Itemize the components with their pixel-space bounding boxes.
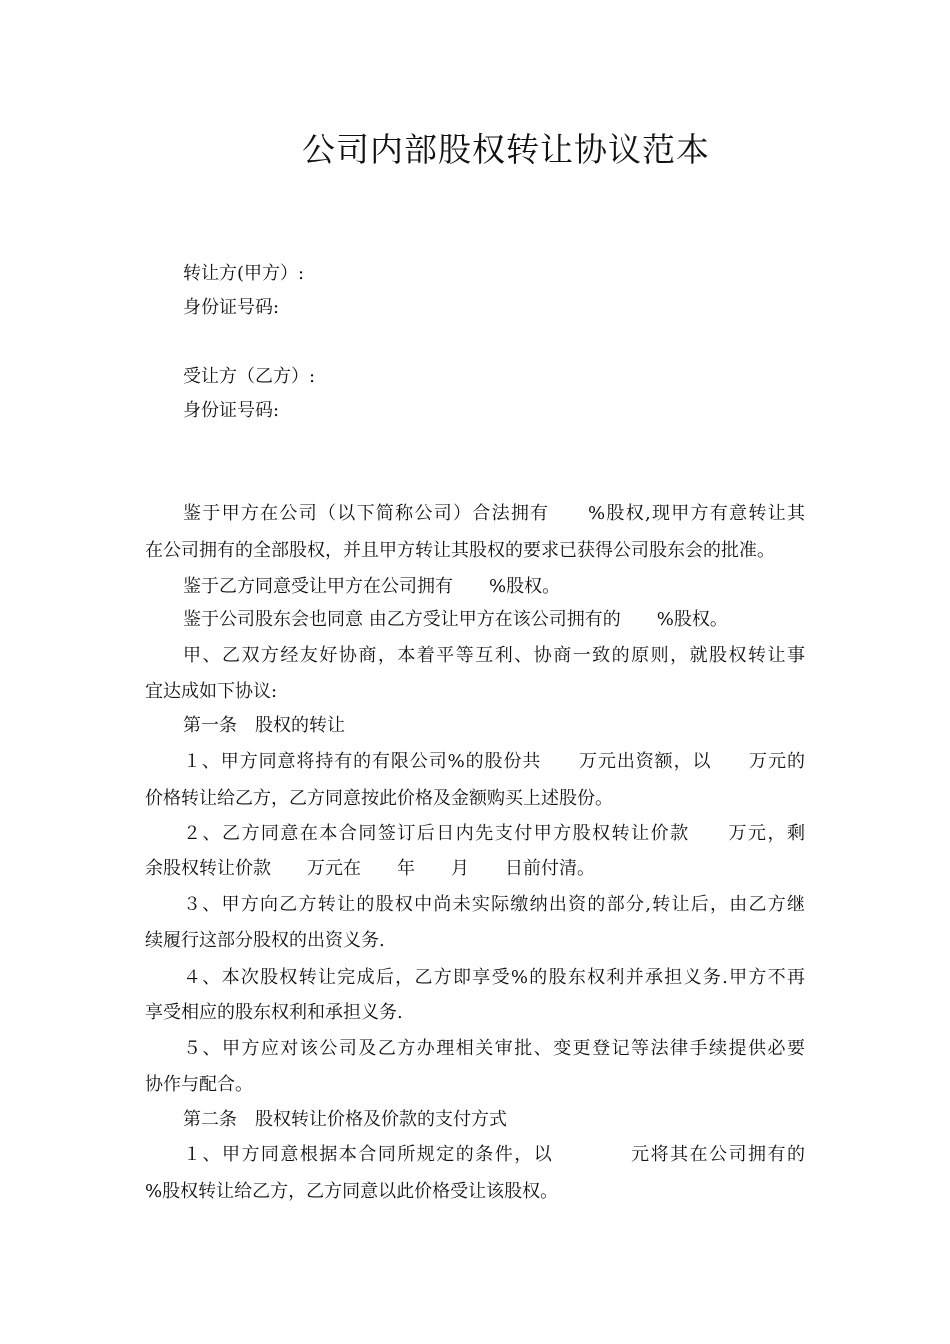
recital-4-line-2: 宜达成如下协议: bbox=[145, 681, 278, 702]
article-1-item-1-line-1: １、甲方同意将持有的有限公司%的股份共 万元出资额，以 万元的 bbox=[183, 751, 805, 772]
recital-4-line-1: 甲、乙双方经友好协商，本着平等互利、协商一致的原则，就股权转让事 bbox=[183, 645, 805, 666]
article-1-item-3-line-2: 续履行这部分股权的出资义务. bbox=[145, 930, 385, 951]
document-title: 公司内部股权转让协议范本 bbox=[302, 130, 710, 169]
article-2-item-1-line-1: １、甲方同意根据本合同所规定的条件，以 元将其在公司拥有的 bbox=[183, 1144, 805, 1165]
recital-1-line-2: 在公司拥有的全部股权，并且甲方转让其股权的要求已获得公司股东会的批准。 bbox=[145, 540, 775, 561]
article-2-heading: 第二条 股权转让价格及价款的支付方式 bbox=[183, 1109, 507, 1130]
article-1-item-2-line-2: 余股权转让价款 万元在 年 月 日前付清。 bbox=[145, 858, 595, 879]
article-1-item-3-line-1: ３、甲方向乙方转让的股权中尚未实际缴纳出资的部分,转让后，由乙方继 bbox=[183, 894, 805, 915]
article-1-item-4-line-1: ４、本次股权转让完成后，乙方即享受%的股东权利并承担义务.甲方不再 bbox=[183, 967, 805, 988]
article-2-item-1-line-2: %股权转让给乙方，乙方同意以此价格受让该股权。 bbox=[145, 1181, 559, 1202]
transferee-line: 受让方（乙方）: bbox=[183, 366, 316, 387]
transferor-line: 转让方(甲方）: bbox=[183, 263, 305, 284]
article-1-item-1-line-2: 价格转让给乙方，乙方同意按此价格及金额购买上述股份。 bbox=[145, 788, 613, 809]
article-1-item-5-line-1: ５、甲方应对该公司及乙方办理相关审批、变更登记等法律手续提供必要 bbox=[183, 1038, 805, 1059]
recital-3: 鉴于公司股东会也同意 由乙方受让甲方在该公司拥有的 %股权。 bbox=[183, 609, 728, 630]
article-1-heading: 第一条 股权的转让 bbox=[183, 715, 345, 736]
article-1-item-2-line-1: ２、乙方同意在本合同签订后日内先支付甲方股权转让价款 万元，剩 bbox=[183, 823, 805, 844]
transferor-id-line: 身份证号码: bbox=[183, 297, 280, 318]
recital-1-line-1: 鉴于甲方在公司（以下简称公司）合法拥有 %股权,现甲方有意转让其 bbox=[183, 503, 805, 524]
transferee-id-line: 身份证号码: bbox=[183, 400, 280, 421]
article-1-item-4-line-2: 享受相应的股东权利和承担义务. bbox=[145, 1002, 403, 1023]
article-1-item-5-line-2: 协作与配合。 bbox=[145, 1074, 253, 1095]
recital-2: 鉴于乙方同意受让甲方在公司拥有 %股权。 bbox=[183, 576, 561, 597]
